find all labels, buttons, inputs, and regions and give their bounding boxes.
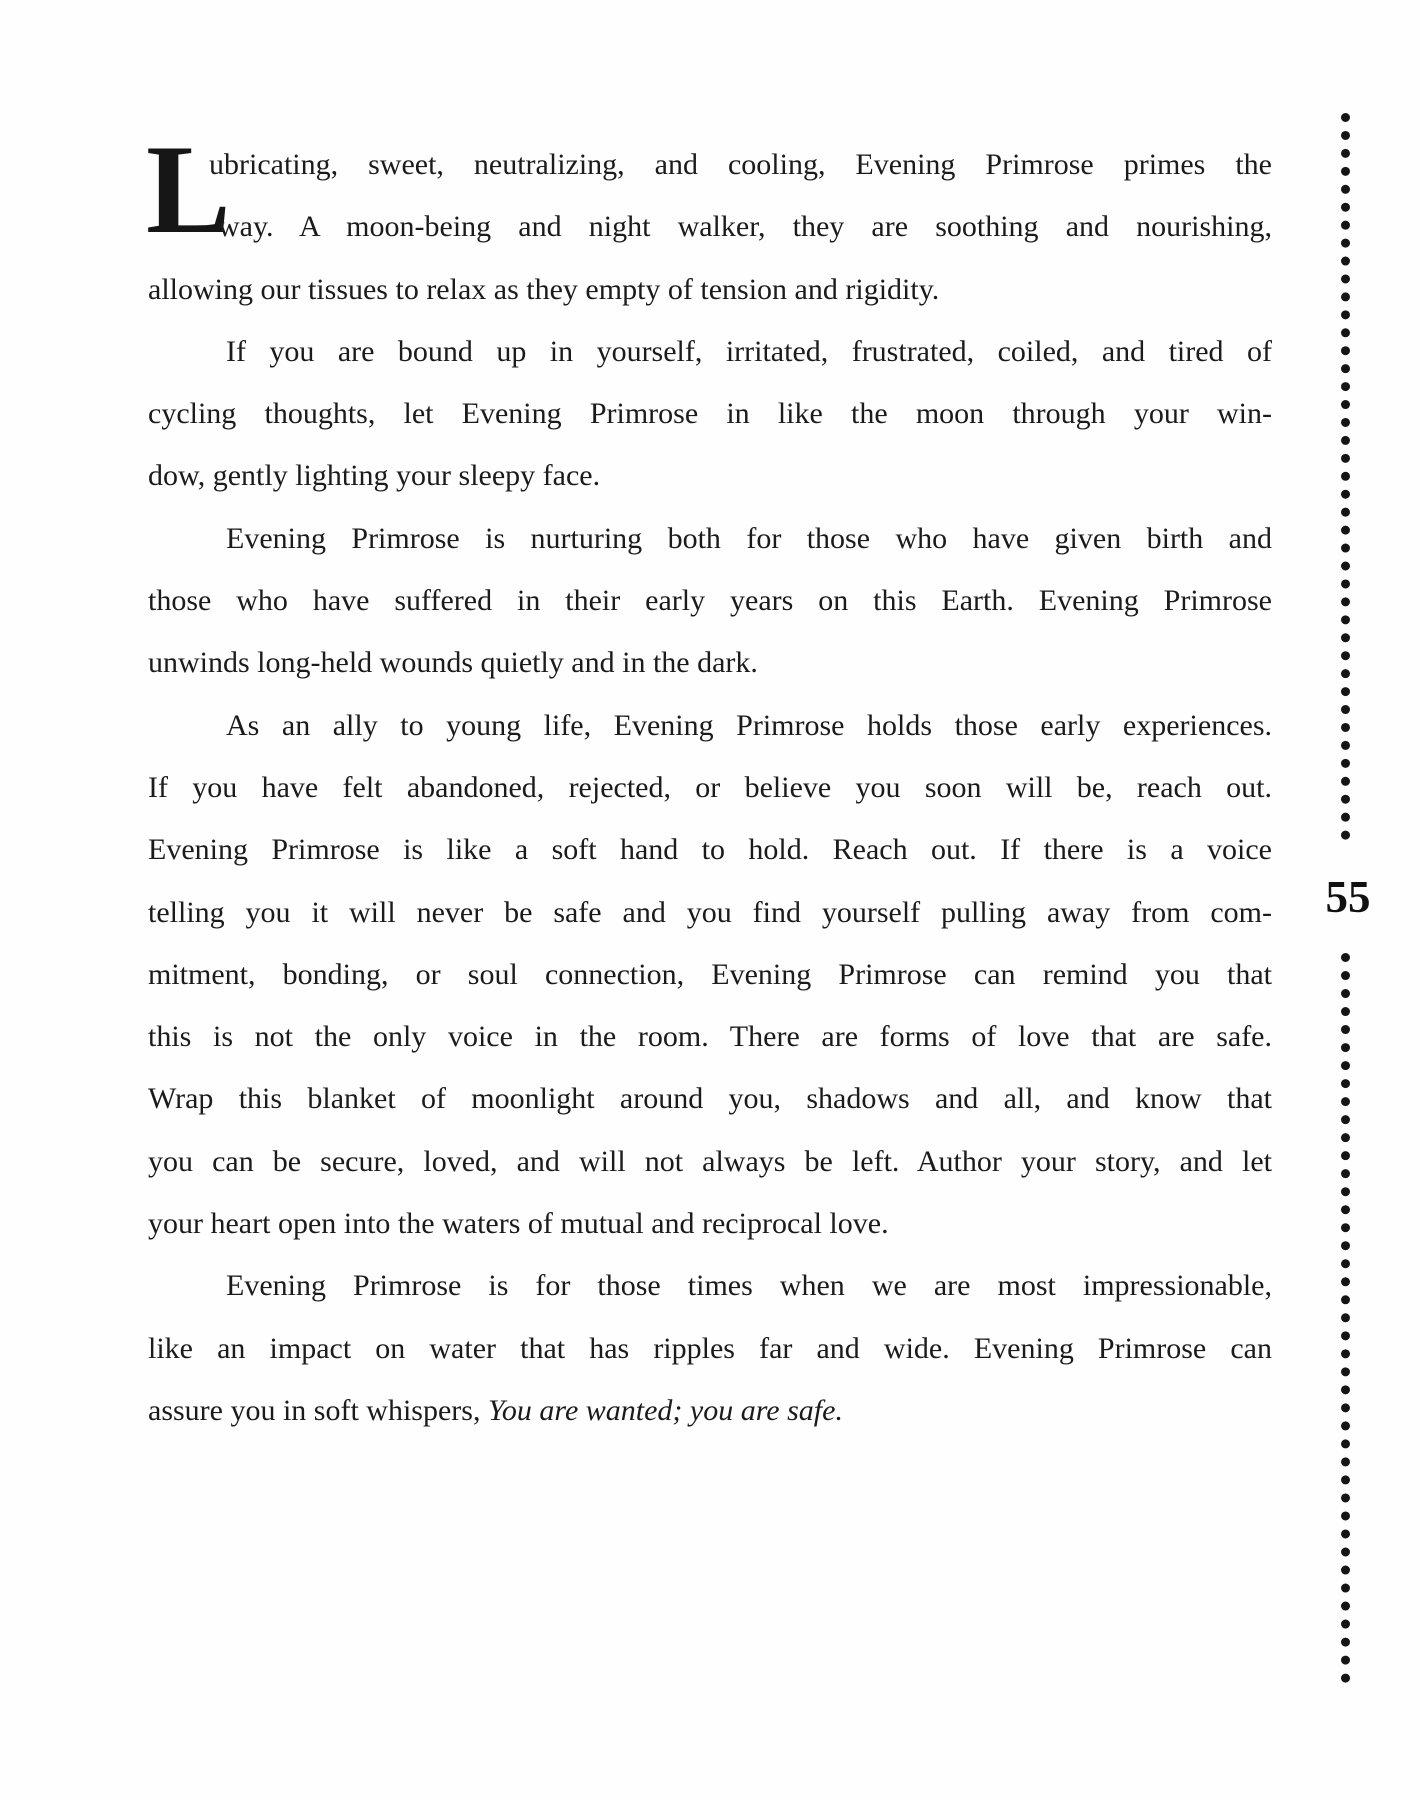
text-line: allowing our tissues to relax as they empty of tension and rigidity. — [148, 272, 940, 306]
text-line: this is not the only voice in the room. There are forms of love that are safe. — [148, 1020, 1272, 1054]
text-line: cycling thoughts, let Evening Primrose in like the moon through your win- — [148, 397, 1272, 431]
text-line: ubricating, sweet, neutralizing, and cooling, Evening Primrose primes the — [209, 148, 1272, 181]
text-line: like an impact on water that has ripples far and wide. Evening Primrose can — [148, 1331, 1272, 1365]
text-line: you can be secure, loved, and will not always be left. Author your story, and let — [148, 1144, 1272, 1178]
text-line-italic-part: You are wanted; you are safe. — [487, 1393, 843, 1427]
text-line: Evening Primrose is nurturing both for those who have given birth and — [226, 521, 1272, 555]
page-number: 55 — [1325, 872, 1371, 922]
text-line-normal-part: assure you in soft whispers, — [148, 1393, 488, 1427]
text-line: Evening Primrose is like a soft hand to hold. Reach out. If there is a voice — [148, 833, 1272, 867]
text-line: If you have felt abandoned, rejected, or believe you soon will be, reach out. — [148, 770, 1272, 804]
text-line: way. A moon-being and night walker, they are soothing and nourishing, — [218, 210, 1272, 244]
dotted-border-bottom — [1341, 953, 1350, 1683]
dotted-border-top — [1341, 113, 1350, 840]
text-line: mitment, bonding, or soul connection, Evening Primrose can remind you that — [148, 957, 1272, 991]
drop-cap-letter: L — [146, 120, 231, 260]
text-line: unwinds long-held wounds quietly and in the dark. — [148, 646, 758, 680]
text-line: your heart open into the waters of mutual and reciprocal love. — [148, 1207, 889, 1241]
text-line: If you are bound up in yourself, irritated, frustrated, coiled, and tired of — [226, 334, 1272, 368]
text-line: telling you it will never be safe and you find yourself pulling away from com- — [148, 895, 1272, 929]
text-line: As an ally to young life, Evening Primrose holds those early experiences. — [226, 708, 1272, 742]
text-line: those who have suffered in their early years on this Earth. Evening Primrose — [148, 584, 1272, 618]
text-line: Wrap this blanket of moonlight around you, shadows and all, and know that — [148, 1082, 1272, 1116]
body-text — [146, 120, 1272, 1442]
text-line: dow, gently lighting your sleepy face. — [148, 459, 601, 493]
text-line: Evening Primrose is for those times when we are most impressionable, — [226, 1269, 1272, 1303]
text-line — [148, 1380, 1272, 1442]
